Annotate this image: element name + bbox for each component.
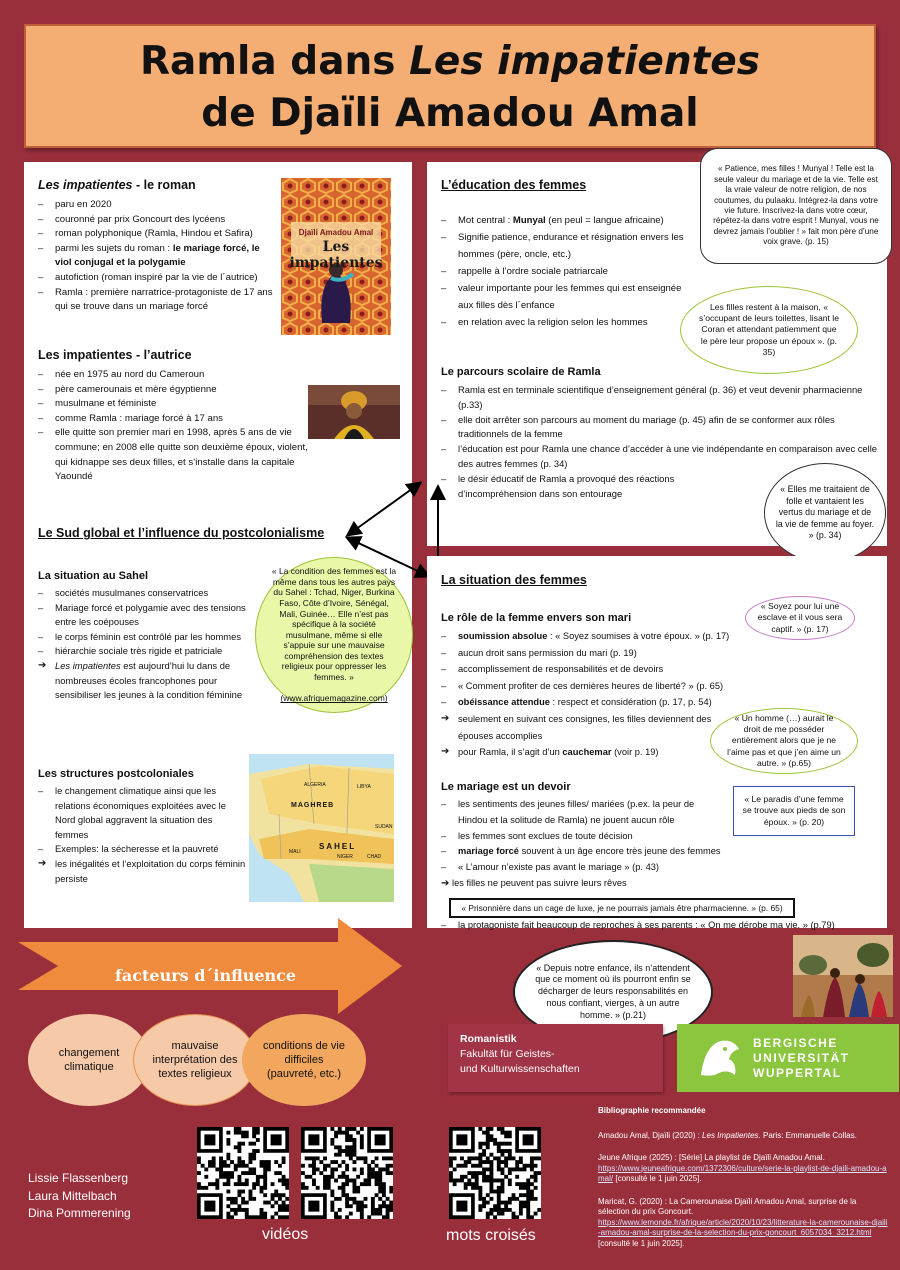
list-item: – Mot central : Munyal (en peul = langue africaine) [441,212,691,229]
list-item: – les sentiments des jeunes filles/ mariées (p.ex. la peur de Hindou et la solitude de Ramla) ne jouent aucun rôle [441,797,701,829]
facteurs-label: facteurs d´influence [115,966,297,985]
list-item: – sociétés musulmanes conservatrices [38,586,252,601]
biblio-link[interactable]: https://www.jeuneafrique.com/1372306/culture/serie-la-playlist-de-djaili-amadou-amal/ [598,1163,887,1183]
parcours-heading: Le parcours scolaire de Ramla [441,366,601,378]
romanistik-line: Fakultät für Geistes- [460,1048,555,1060]
romanistik-title: Romanistik [460,1033,517,1045]
qr-code-video-1[interactable] [197,1127,289,1219]
author-photo-illustration [308,385,400,439]
book-title: Les impatientes [289,239,383,271]
map-label: SAHEL [319,842,357,851]
list-item: – parmi les sujets du roman : le mariage forcé, le viol conjugal et la polygamie [38,242,278,271]
sahel-list [38,586,252,703]
mariage-heading: Le mariage est un devoir [441,781,571,793]
title-banner [24,24,876,148]
sud-heading: Le Sud global et l’influence du postcolonialisme [38,526,325,540]
title-line-1: Ramla dans Les impatientes [140,39,760,84]
list-item: – le corps féminin est contrôlé par les hommes [38,630,252,645]
enfance-quote-bubble: « Depuis notre enfance, ils n’attendent que ce moment où ils pourront enfin se décharger de leurs responsabilités en nous confiant, vierges, à un autre homme. » (p.21) [513,940,713,1044]
list-item: – les femmes sont exclues de toute décision [441,829,881,845]
esclave-quote-bubble: « Soyez pour lui une esclave et il vous sera captif. » (p. 17) [745,596,855,640]
author-photo [308,385,400,439]
title-line-2: de Djaïli Amadou Amal [201,91,699,136]
list-item: – elle doit arrêter son parcours au moment du mariage (p. 45) afin de se conformer aux rôles traditionnels de la femme [441,413,881,443]
list-item: – accomplissement de responsabilités et de devoirs [441,661,741,678]
list-item: – Ramla est en terminale scientifique d’enseignement général (p. 36) et veut devenir pharmacienne (p.33) [441,383,881,413]
list-item: – couronné par prix Goncourt des lycéens [38,213,278,228]
autrice-list [38,368,308,485]
roman-heading: Les impatientes - le roman [38,178,196,192]
bibliography [598,1106,890,1249]
autrice-heading: Les impatientes - l’autrice [38,348,192,362]
romanistik-line: und Kulturwissenschaften [460,1063,580,1075]
map-label: MAGHREB [291,802,335,809]
list-item: – rappelle à l’ordre sociale patriarcale [441,263,691,280]
mariage-last-item [441,918,881,933]
map-label: NIGER [337,854,353,860]
afriquemagazine-link[interactable]: (www.afriquemagazine.com) [280,693,388,704]
prisonniere-quote-box: « Prisonnière dans un cage de luxe, je ne pourrais jamais être pharmacienne. » (p. 65) [449,898,795,918]
list-item: ➔ les inégalités et l’exploitation du corps féminin persiste [38,857,248,886]
sahel-map [249,754,394,902]
role-list [441,628,741,761]
autrice-section [38,348,308,485]
list-item: ➔ pour Ramla, il s’agit d’un cauchemar (voir p. 19) [441,744,741,761]
women-photo [793,935,893,1017]
author-name: Laura Mittelbach [28,1188,117,1203]
list-item: ➔ seulement en suivant ces consignes, les filles deviennent des épouses accomplies [441,711,731,744]
romanistik-box [448,1024,663,1092]
sahel-heading: La situation au Sahel [38,570,149,582]
university-line: UNIVERSITÄT [753,1050,850,1065]
map-illustration [249,754,394,902]
biblio-heading: Bibliographie recommandée [598,1106,706,1115]
book-cover [281,178,391,335]
list-item: ➔ Les impatientes est aujourd’hui lu dans de nombreuses écoles francophones pour sensibiliser les jeunes à la condition féminine [38,659,252,703]
qr-code-video-2[interactable] [301,1127,393,1219]
list-item: – Ramla : première narratrice-protagoniste de 17 ans qui se trouve dans un mariage forcé [38,286,278,315]
postcolonial-heading: Les structures postcoloniales [38,768,194,780]
postcolonial-section [38,768,248,886]
factor-circle-textes: mauvaise interprétation des textes religieux [133,1014,257,1106]
list-item: – Mariage forcé et polygamie avec des tensions entre les coépouses [38,601,252,630]
role-heading: Le rôle de la femme envers son mari [441,612,632,624]
list-item: – comme Ramla : mariage forcé à 17 ans [38,412,308,427]
university-line: WUPPERTAL [753,1065,842,1080]
biblio-link[interactable]: https://www.lemonde.fr/afrique/article/2020/10/23/litterature-la-camerounaise-djaili-amadou-amal-surprise-de-la-selection-du-prix-goncourt_6057034_3212.html [598,1217,888,1237]
list-item: – née en 1975 au nord du Cameroun [38,368,308,383]
munyal-quote-bubble: « Patience, mes filles ! Munyal ! Telle est la seule valeur du mariage et de la vie. Telle est la vraie valeur de notre religion, de nos coutumes, du pulaaku. Intégrez-la dans votre vie future. Inscrivez-la dans votre cœur, répétez-la dans votre esprit ! Munyal, vous ne devrez jamais l’oublier ! » fait mon père d’une voix grave. (p. 15) [700,148,892,264]
list-item: – soumission absolue : « Soyez soumises à votre époux. » (p. 17) [441,628,741,645]
list-item: – l’éducation est pour Ramla une chance d’accéder à une vie indépendante en comparaison avec celle des autres femmes (p. 34) [441,442,881,472]
women-photo-illustration [793,935,893,1017]
biblio-entry: Amadou Amal, Djaïli (2020) : Les Impatientes. Paris: Emmanuelle Collas. [598,1130,857,1140]
postcolonial-list [38,784,248,886]
author-name: Dina Pommerening [28,1206,131,1220]
map-label: MALI [289,849,301,855]
education-list [441,212,691,331]
list-item: – elle quitte son premier mari en 1998, après 5 ans de vie commune; en 2008 elle quitte son deuxième époux, violent, qui kidnappe ses deux filles, et s’installe dans la capitale Yaoundé [38,426,308,484]
list-item: – aucun droit sans permission du mari (p. 19) [441,645,741,662]
university-emblem-icon [691,1031,745,1085]
map-label: SUDAN [375,824,393,830]
list-item: – Signifie patience, endurance et résignation envers les hommes (père, oncle, etc.) [441,229,691,263]
factor-circle-climat: changement climatique [28,1014,150,1106]
qr-label-videos: vidéos [262,1226,309,1243]
list-item: – hiérarchie sociale très rigide et patriciale [38,644,252,659]
list-item: – valeur importante pour les femmes qui est enseignée aux filles dès l´enfance [441,280,691,314]
list-item: – roman polyphonique (Ramla, Hindou et Safira) [38,227,278,242]
factor-circle-conditions: conditions de vie difficiles (pauvreté, etc.) [242,1014,366,1106]
role-section [441,612,741,761]
paradis-quote-box: « Le paradis d’une femme se trouve aux pieds de son époux. » (p. 20) [733,786,855,836]
list-item: – mariage forcé souvent à un âge encore très jeune des femmes [441,844,881,860]
qr-code-mots-croises[interactable] [449,1127,541,1219]
map-label: LIBYA [357,784,371,790]
sahel-section [38,570,252,703]
author-name: Lissie Flassenberg [28,1171,129,1185]
sahel-quote-bubble: « La condition des femmes est la même dans tous les autres pays du Sahel : Tchad, Niger, Burkina Faso, Côte d’Ivoire, Sénégal, Mali, Guinée… Elle n’est pas spécifique à la société musulmane, même si elle s’appuie sur une mauvaise compréhension des textes religieux pour oppresser les femmes. » (www.afriquemagazine.com) [255,557,413,713]
biblio-entry: Jeune Afrique (2025) : [Série] La playlist de Djaïli Amadou Amal. https://www.jeuneafrique.com/1372306/culture/serie-la-playlist-de-djaili-amadou-amal/ [consulté le 1 juin 2025]. [598,1153,887,1183]
filles-quote-bubble: Les filles restent à la maison, « s’occupant de leurs toilettes, lisant le Coran et attendant patiemment que le père leur propose un époux ». (p. 35) [680,286,858,374]
authors [28,1170,131,1223]
situation-heading: La situation des femmes [441,573,587,587]
education-section [441,212,691,331]
education-heading: L’éducation des femmes [441,178,587,192]
list-item: – en relation avec la religion selon les hommes [441,314,691,331]
list-item: – Exemples: la sécheresse et la pauvreté [38,842,248,857]
map-label: ALGERIA [304,782,326,788]
homme-quote-bubble: « Un homme (…) aurait le droit de me posséder entièrement alors que je ne l’aime pas et que j’en aime un autre. » (p.65) [710,708,858,774]
map-label: CHAD [367,854,382,860]
university-logo [677,1024,899,1092]
list-item: ➔ les filles ne peuvent pas suivre leurs rêves [441,876,881,892]
roman-list [38,198,278,315]
folle-quote-bubble: « Elles me traitaient de folle et vantaient les vertus du mariage et de la vie de femme au foyer. » (p. 34) [764,463,886,563]
university-line: BERGISCHE [753,1035,838,1050]
roman-section [38,178,278,315]
qr-label-mots-croises: mots croisés [446,1227,536,1244]
list-item: – père camerounais et mère égyptienne [38,383,308,398]
biblio-entry: Maricat, G. (2020) : La Camerounaise Djaïli Amadou Amal, surprise de la sélection du prix Goncourt. https://www.lemonde.fr/afrique/article/2020/10/23/litterature-la-camerounaise-djaili-amadou-amal-surprise-de-la-selection-du-prix-goncourt_6057034_3212.html [consulté le 1 juin 2025]. [598,1196,888,1248]
list-item: – « L’amour n’existe pas avant le mariage » (p. 43) [441,860,881,876]
list-item: – musulmane et féministe [38,397,308,412]
list-item: – le changement climatique ainsi que les relations économiques exploitées avec le Nord global aggravent la situation des femmes [38,784,248,842]
list-item: – obéissance attendue : respect et considération (p. 17, p. 54) [441,694,741,711]
list-item: – « Comment profiter de ces dernières heures de liberté? » (p. 65) [441,678,741,695]
list-item: – la protagoniste fait beaucoup de reproches à ses parents : « On me dérobe ma vie. » (p.79) [441,918,881,933]
list-item: – paru en 2020 [38,198,278,213]
list-item: – le désir éducatif de Ramla a provoqué des réactions d’incompréhension dans son entourage [441,472,751,502]
list-item: – autofiction (roman inspiré par la vie de l´autrice) [38,271,278,286]
book-author: Djaïli Amadou Amal [298,228,374,237]
